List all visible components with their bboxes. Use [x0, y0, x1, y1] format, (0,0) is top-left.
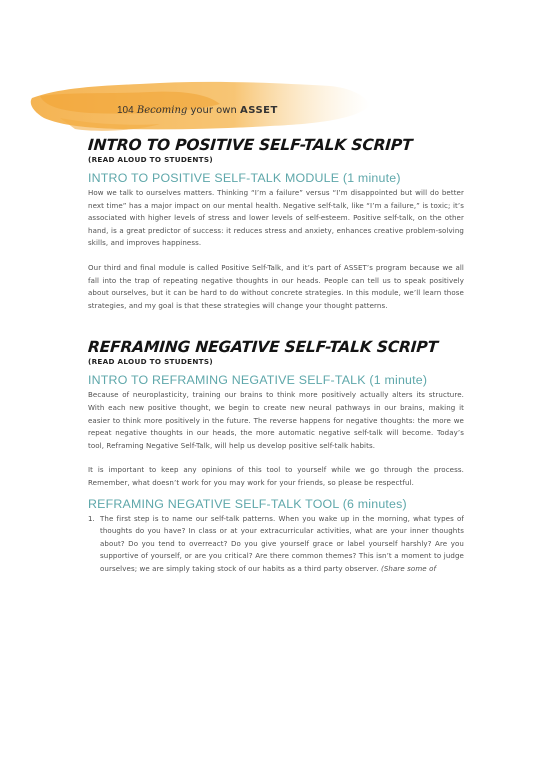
module-duration: (1 minute) [342, 171, 401, 185]
paragraph: It is important to keep any opinions of this tool to yourself while we go through the process. Remember, what doesn’t work for you may work for your friends, so please be respectful. [88, 465, 464, 487]
header-script-word: Becoming [136, 105, 188, 116]
header-brand: ASSET [239, 105, 278, 116]
intro-heading-text: INTRO TO REFRAMING NEGATIVE SELF-TALK [88, 373, 366, 388]
section-title: REFRAMING NEGATIVE SELF-TALK SCRIPT [87, 338, 439, 357]
page-header [117, 105, 278, 116]
intro-duration: (1 minute) [369, 373, 428, 388]
page-number: 104 [117, 105, 134, 116]
intro-heading [88, 373, 464, 387]
steps-list [88, 513, 464, 576]
paragraph: Because of neuroplasticity, training our brains to think more positively actually alters its structure. With each new positive thought, we begin to create new neural pathways in our brains, making it easier to think more positively in the future. The reverse happens for negative thoughts: the more we repeat negative thoughts in our heads, the more automatic negative self-talk will become. Today’s tool, Reframing Negative Self-Talk, will help us develop positive self-talk habits. [88, 390, 464, 450]
tool-heading-text: REFRAMING NEGATIVE SELF-TALK TOOL [88, 496, 340, 511]
section-subtitle: (READ ALOUD TO STUDENTS) [88, 155, 213, 164]
section-reframing-negative-self-talk [88, 338, 464, 575]
step-text-italic: (Share some of [380, 563, 437, 573]
step-number: 1. [88, 513, 95, 523]
section-subtitle: (READ ALOUD TO STUDENTS) [88, 357, 213, 367]
section-title: INTRO TO POSITIVE SELF-TALK SCRIPT [87, 136, 414, 154]
paragraph: Our third and final module is called Positive Self-Talk, and it’s part of ASSET’s program because we all fall into the trap of repeating negative thoughts in our heads. People can tell us to speak positively about ourselves, but it can be hard to do without concrete strategies. In this module, we’ll learn those strategies, and my goal is that these strategies will change your thought patterns. [88, 262, 464, 310]
step-text-main: The first step is to name our self-talk patterns. When you wake up in the morning, what types of thoughts do you have? In class or at your extracurricular activities, what are your inner thoughts about? Do you tend to overreact? Do you give yourself grace or label yourself harshly? Are you supportive of yourself, or are you critical? Are there common themes? This isn’t a moment to judge ourselves; we are simply taking stock of our habits as a third party observer. [100, 513, 464, 573]
module-heading [88, 171, 464, 185]
page-content [88, 136, 464, 575]
module-heading-text: INTRO TO POSITIVE SELF-TALK MODULE [88, 171, 340, 185]
header-middle-text: your own [190, 105, 237, 116]
list-item [88, 513, 464, 576]
step-text [100, 513, 464, 576]
section-intro-positive-self-talk [88, 136, 464, 312]
tool-duration: (6 minutes) [342, 496, 407, 511]
paragraph: How we talk to ourselves matters. Thinking “I’m a failure” versus “I’m disappointed but will do better next time” has a major impact on our mental health. Negative self-talk, like “I’m a failure,” is toxic; it’s associated with higher levels of stress and lower levels of self-esteem. Positive self-talk, on the other hand, is a great predictor of success: it reduces stress and anxiety, enhances creative problem-solving skills, and improves happiness. [88, 188, 464, 248]
tool-heading [88, 497, 464, 511]
